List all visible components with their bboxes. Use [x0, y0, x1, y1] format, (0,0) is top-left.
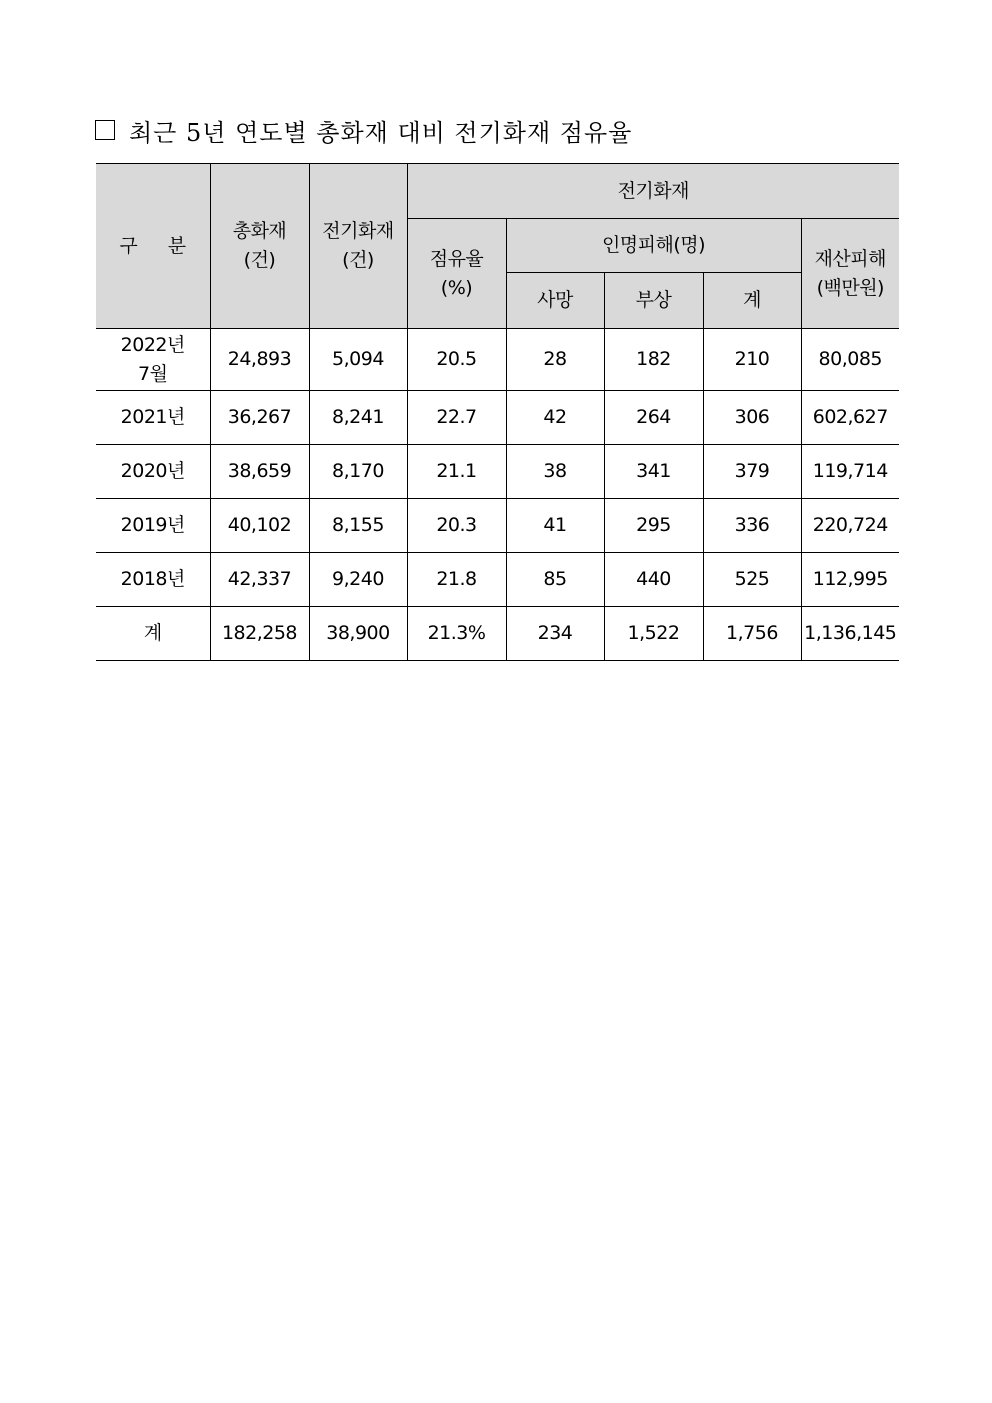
total-property-damage: 1,136,145: [801, 607, 899, 661]
cell-electrical-fire: 8,170: [309, 445, 407, 499]
total-casualty-sum: 1,756: [703, 607, 801, 661]
section-heading-text: 최근 5년 연도별 총화재 대비 전기화재 점유율: [129, 118, 633, 147]
header-injuries: 부상: [604, 273, 703, 329]
table-row: [96, 553, 899, 607]
cell-total-fire: 36,267: [210, 391, 309, 445]
cell-casualty-sum: 336: [703, 499, 801, 553]
cell-total-fire: 24,893: [210, 329, 309, 391]
row-year: 2020년: [96, 445, 210, 499]
cell-total-fire: 42,337: [210, 553, 309, 607]
cell-deaths: 42: [506, 391, 604, 445]
cell-property-damage: 119,714: [801, 445, 899, 499]
cell-property-damage: 112,995: [801, 553, 899, 607]
cell-property-damage: 80,085: [801, 329, 899, 391]
total-share: 21.3%: [407, 607, 506, 661]
total-total-fire: 182,258: [210, 607, 309, 661]
cell-casualty-sum: 210: [703, 329, 801, 391]
row-year: 2019년: [96, 499, 210, 553]
table-row: [96, 329, 899, 391]
header-category: 구 분: [96, 164, 210, 329]
cell-casualty-sum: 525: [703, 553, 801, 607]
cell-property-damage: 602,627: [801, 391, 899, 445]
table-row: [96, 499, 899, 553]
cell-casualty-sum: 379: [703, 445, 801, 499]
header-casualty-group: 인명피해(명): [506, 219, 801, 273]
cell-injuries: 182: [604, 329, 703, 391]
table-row: [96, 445, 899, 499]
header-electrical-fire: 전기화재 (건): [309, 164, 407, 329]
total-deaths: 234: [506, 607, 604, 661]
cell-injuries: 341: [604, 445, 703, 499]
cell-deaths: 85: [506, 553, 604, 607]
cell-deaths: 38: [506, 445, 604, 499]
cell-electrical-fire: 9,240: [309, 553, 407, 607]
cell-share: 21.1: [407, 445, 506, 499]
cell-share: 21.8: [407, 553, 506, 607]
table-total-row: [96, 607, 899, 661]
cell-deaths: 28: [506, 329, 604, 391]
table-header: [96, 164, 899, 329]
cell-total-fire: 40,102: [210, 499, 309, 553]
section-heading: [95, 112, 632, 148]
cell-total-fire: 38,659: [210, 445, 309, 499]
cell-deaths: 41: [506, 499, 604, 553]
header-casualty-sum: 계: [703, 273, 801, 329]
cell-share: 22.7: [407, 391, 506, 445]
cell-injuries: 264: [604, 391, 703, 445]
cell-electrical-fire: 8,241: [309, 391, 407, 445]
total-electrical-fire: 38,900: [309, 607, 407, 661]
total-injuries: 1,522: [604, 607, 703, 661]
table-body: [96, 329, 899, 661]
cell-property-damage: 220,724: [801, 499, 899, 553]
cell-share: 20.5: [407, 329, 506, 391]
table-row: [96, 391, 899, 445]
cell-injuries: 440: [604, 553, 703, 607]
row-year: 2018년: [96, 553, 210, 607]
row-year: 2022년 7월: [96, 329, 210, 391]
header-deaths: 사망: [506, 273, 604, 329]
header-property-damage: 재산피해 (백만원): [801, 219, 899, 329]
header-total-fire: 총화재 (건): [210, 164, 309, 329]
cell-casualty-sum: 306: [703, 391, 801, 445]
cell-electrical-fire: 5,094: [309, 329, 407, 391]
header-share: 점유율 (%): [407, 219, 506, 329]
electrical-fire-share-table: [96, 163, 899, 661]
total-label: 계: [96, 607, 210, 661]
cell-share: 20.3: [407, 499, 506, 553]
empty-square-icon: [95, 120, 115, 140]
cell-electrical-fire: 8,155: [309, 499, 407, 553]
cell-injuries: 295: [604, 499, 703, 553]
row-year: 2021년: [96, 391, 210, 445]
header-electrical-fire-group: 전기화재: [407, 164, 899, 219]
